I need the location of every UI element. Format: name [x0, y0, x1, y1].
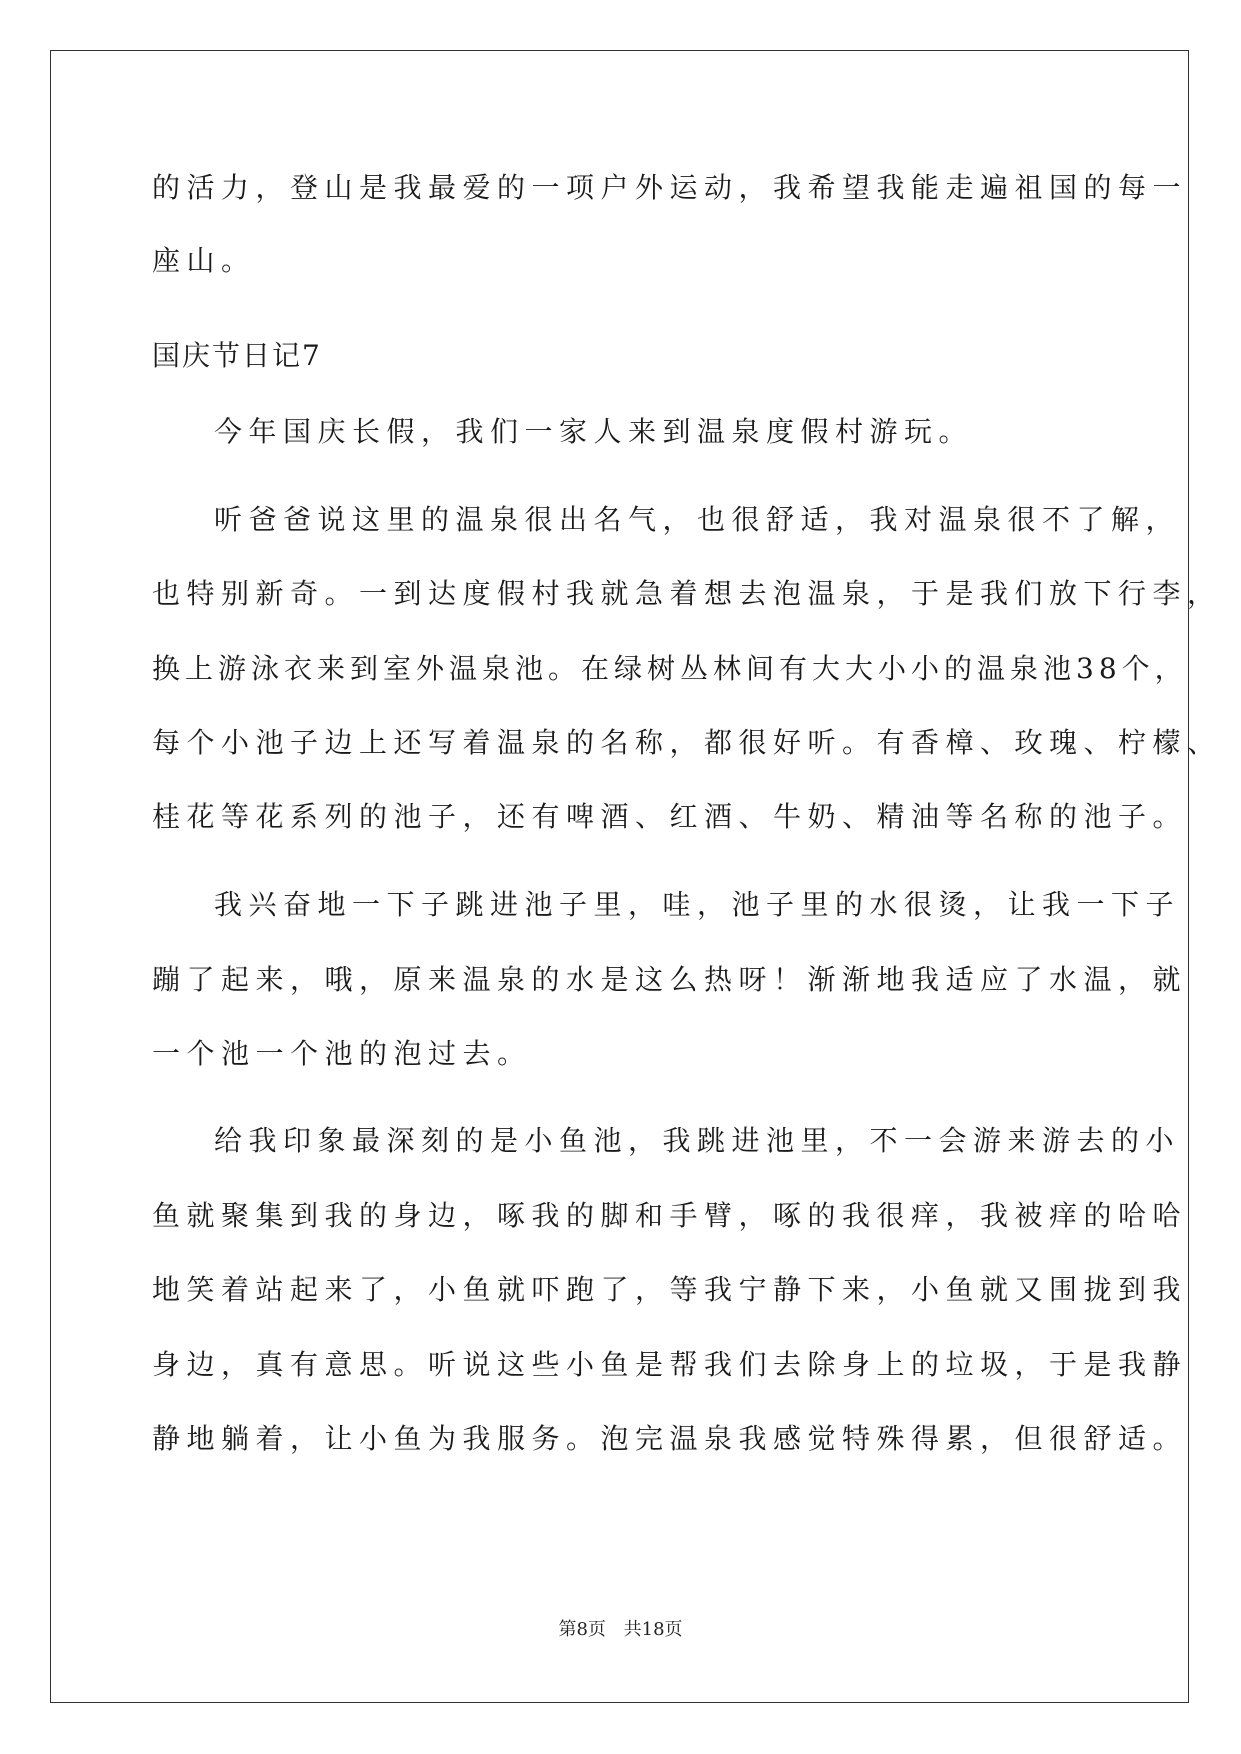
paragraph-line: 今年国庆长假，我们一家人来到温泉度假村游玩。 [214, 415, 974, 448]
paragraph-line: 一个池一个池的泡过去。 [152, 1037, 532, 1070]
page-total: 共18页 [623, 1619, 683, 1640]
paragraph-line: 身边，真有意思。听说这些小鱼是帮我们去除身上的垃圾，于是我静 [152, 1348, 1188, 1381]
page-number: 第8页 [558, 1619, 606, 1640]
paragraph-line: 静地躺着，让小鱼为我服务。泡完温泉我感觉特殊得累，但很舒适。 [152, 1422, 1188, 1455]
paragraph-line: 的活力，登山是我最爱的一项户外运动，我希望我能走遍祖国的每一 [152, 171, 1188, 204]
paragraph-line: 给我印象最深刻的是小鱼池，我跳进池里，不一会游来游去的小 [214, 1124, 1181, 1157]
paragraph-line: 换上游泳衣来到室外温泉池。在绿树丛林间有大大小小的温泉池38个， [152, 652, 1188, 685]
section-heading: 国庆节日记7 [152, 339, 322, 372]
paragraph-line: 桂花等花系列的池子，还有啤酒、红酒、牛奶、精油等名称的池子。 [152, 800, 1188, 833]
paragraph-line: 鱼就聚集到我的身边，啄我的脚和手臂，啄的我很痒，我被痒的哈哈 [152, 1199, 1188, 1232]
paragraph-line: 也特别新奇。一到达度假村我就急着想去泡温泉，于是我们放下行李， [152, 577, 1222, 610]
paragraph-line: 蹦了起来，哦，原来温泉的水是这么热呀！渐渐地我适应了水温，就 [152, 963, 1188, 996]
paragraph-line: 地笑着站起来了，小鱼就吓跑了，等我宁静下来，小鱼就又围拢到我 [152, 1273, 1188, 1306]
paragraph-line: 座山。 [152, 244, 256, 277]
paragraph-line: 每个小池子边上还写着温泉的名称，都很好听。有香樟、玫瑰、柠檬、 [152, 726, 1222, 759]
page-footer [0, 1615, 1241, 1641]
paragraph-line: 我兴奋地一下子跳进池子里，哇，池子里的水很烫，让我一下子 [214, 888, 1181, 921]
paragraph-line: 听爸爸说这里的温泉很出名气，也很舒适，我对温泉很不了解， [214, 503, 1181, 536]
